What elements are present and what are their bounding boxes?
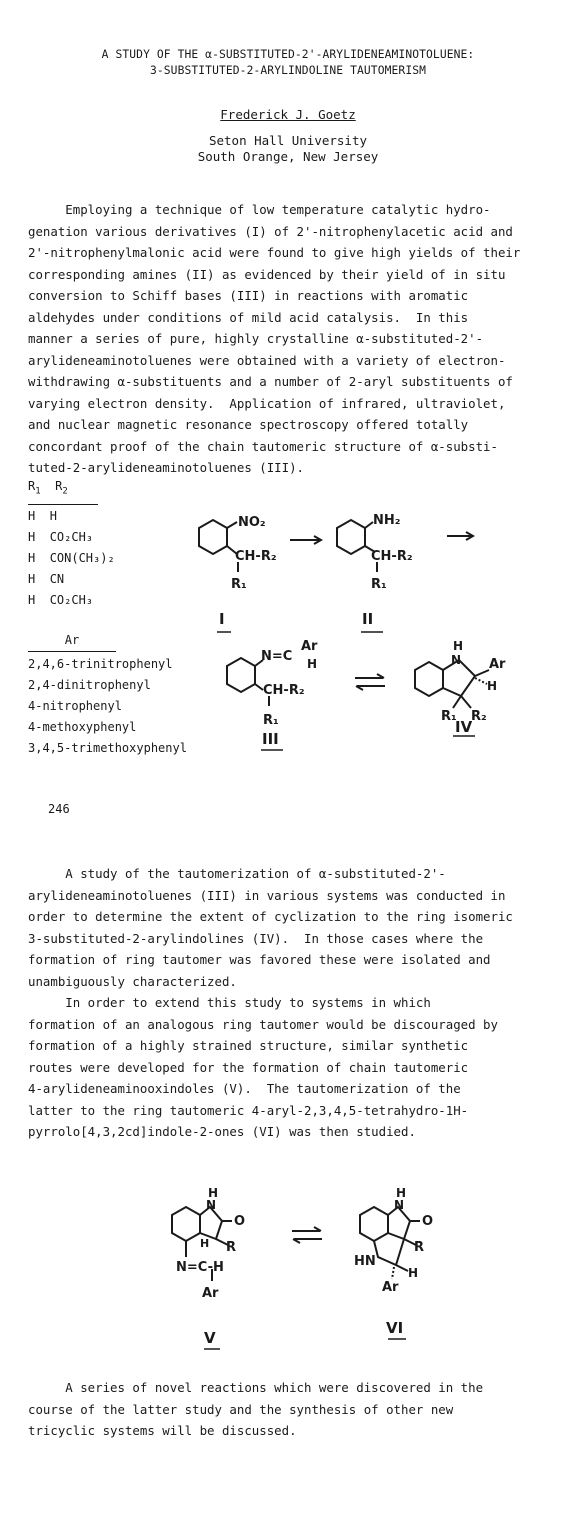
author-name: Frederick J. Goetz	[220, 107, 356, 122]
label-numeral-III: III	[262, 730, 279, 748]
label-h2-V: H	[200, 1237, 210, 1250]
label-h-III: H	[307, 657, 318, 671]
structure-IV-ring	[415, 662, 443, 696]
affiliation-line-1: Seton Hall University	[208, 133, 368, 148]
body-line: A study of the tautomerization of α-substituted-2'-	[28, 866, 446, 881]
abstract-line: Employing a technique of low temperature catalytic hydro-	[28, 202, 491, 217]
label-n-IV: N	[451, 653, 462, 667]
label-chr2-I: CH-R₂	[235, 549, 277, 564]
label-h-IV: H	[487, 679, 498, 693]
scheme-1	[175, 500, 570, 760]
label-numeral-VI: VI	[386, 1319, 404, 1337]
page-number: 246	[48, 802, 70, 816]
body-line: formation of an analogous ring tautomer would be discouraged by	[28, 1016, 498, 1032]
substituent-rows	[28, 506, 115, 611]
aryl-table	[28, 630, 187, 759]
body-line: pyrrolo[4,3,2cd]indole-2-ones (VI) was then studied.	[28, 1124, 416, 1139]
list-item: 4-nitrophenyl	[28, 699, 122, 713]
label-hn-VI: HN	[354, 1254, 376, 1269]
r1-cell: H	[28, 593, 36, 607]
label-o-V: O	[234, 1214, 246, 1229]
list-item: 2,4,6-trinitrophenyl	[28, 657, 173, 671]
label-r1-III: R₁	[263, 713, 279, 728]
table-row	[28, 548, 115, 569]
structure-I-ring	[199, 520, 227, 554]
label-o-VI: O	[422, 1214, 434, 1229]
abstract-line: varying electron density. Application of infrared, ultraviolet,	[28, 395, 506, 411]
abstract	[28, 199, 520, 479]
r2-cell: H	[49, 509, 57, 523]
list-item: 4-methoxyphenyl	[28, 720, 137, 734]
label-r1-II: R₁	[371, 577, 387, 592]
label-nh2: NH₂	[373, 513, 401, 528]
scheme-2	[160, 1185, 460, 1360]
label-r1-I: R₁	[231, 577, 247, 592]
body-line: order to determine the extent of cyclization to the ring isomeric	[28, 909, 513, 924]
label-numeral-V: V	[204, 1329, 216, 1347]
label-chr2-III: CH-R₂	[263, 683, 305, 698]
label-h-V: H	[208, 1186, 219, 1200]
structure-II-ring	[337, 520, 365, 554]
table-row	[28, 506, 115, 527]
r1-cell: H	[28, 551, 36, 565]
abstract-line: tuted-2-arylideneaminotoluenes (III).	[28, 460, 305, 475]
closing-line: course of the latter study and the synthesis of other new	[28, 1401, 454, 1417]
label-h-IV-nh: H	[453, 639, 464, 653]
abstract-line: withdrawing α-substituents and a number of 2-aryl substituents of	[28, 374, 513, 389]
label-r2-IV: R₂	[471, 709, 487, 724]
body-text	[28, 863, 513, 1143]
closing-line: A series of novel reactions which were discovered in the	[28, 1380, 484, 1395]
r1-cell: H	[28, 530, 36, 544]
label-ar-VI: Ar	[382, 1280, 399, 1295]
structure-V-ring	[172, 1207, 200, 1241]
body-line: arylideneaminotoluenes (III) in various systems was conducted in	[28, 887, 506, 903]
label-r-VI: R	[414, 1240, 425, 1255]
structure-III-ring	[227, 658, 255, 692]
header-r2-sub: 2	[62, 486, 68, 497]
label-nc: N=C	[261, 649, 293, 664]
label-ar-III: Ar	[301, 639, 318, 654]
r2-cell: CN	[49, 572, 65, 586]
table-row	[28, 590, 115, 611]
substituent-table	[28, 476, 108, 505]
title-line-2: 3-SUBSTITUTED-2-ARYLINDOLINE TAUTOMERISM	[149, 64, 427, 77]
closing-line: tricyclic systems will be discussed.	[28, 1423, 297, 1438]
header-r1-sub: 1	[35, 486, 41, 497]
table-row	[28, 569, 115, 590]
list-item: 2,4-dinitrophenyl	[28, 678, 151, 692]
list-item: 3,4,5-trimethoxyphenyl	[28, 741, 187, 755]
abstract-line: conversion to Schiff bases (III) in reactions with aromatic	[28, 288, 469, 303]
abstract-line: aldehydes under conditions of mild acid catalysis. In this	[28, 309, 469, 325]
label-numeral-I: I	[219, 610, 225, 628]
body-line: In order to extend this study to systems in which	[28, 995, 431, 1010]
closing-text	[28, 1377, 483, 1442]
r2-cell: CON(CH₃)₂	[49, 551, 115, 565]
r1-cell: H	[28, 509, 36, 523]
abstract-line: and nuclear magnetic resonance spectroscopy offered totally	[28, 417, 469, 432]
label-n-VI: N	[394, 1198, 405, 1212]
label-chr2-II: CH-R₂	[371, 549, 413, 564]
affiliation-line-2: South Orange, New Jersey	[197, 149, 379, 164]
label-h2-VI: H	[408, 1266, 419, 1280]
abstract-line: arylideneaminotoluenes were obtained with a variety of electron-	[28, 352, 506, 368]
header-r2: R	[55, 479, 63, 493]
abstract-line: manner a series of pure, highly crystalline α-substituted-2'-	[28, 331, 484, 346]
abstract-line: genation various derivatives (I) of 2'-nitrophenylacetic acid and	[28, 223, 513, 239]
r2-cell: CO₂CH₃	[49, 530, 94, 544]
body-line: 3-substituted-2-arylindolines (IV). In those cases where the	[28, 930, 484, 946]
label-n-V: N	[206, 1198, 217, 1212]
body-line: latter to the ring tautomeric 4-aryl-2,3,4,5-tetrahydro-1H-	[28, 1102, 469, 1118]
header-r1: R	[28, 479, 36, 493]
label-no2: NO₂	[238, 515, 266, 530]
label-ar-V: Ar	[202, 1286, 219, 1301]
body-line: formation of a highly strained structure, similar synthetic	[28, 1038, 469, 1053]
body-line: unambiguously characterized.	[28, 973, 237, 989]
r1-cell: H	[28, 572, 36, 586]
label-r1-IV: R₁	[441, 709, 457, 724]
label-numeral-IV: IV	[455, 718, 473, 736]
label-r-V: R	[226, 1240, 237, 1255]
label-ar-IV: Ar	[489, 657, 506, 672]
body-line: 4-arylideneaminooxindoles (V). The tautomerization of the	[28, 1081, 461, 1096]
abstract-line: concordant proof of the chain tautomeric structure of α-substi-	[28, 438, 498, 454]
table-row	[28, 527, 115, 548]
body-line: routes were developed for the formation of chain tautomeric	[28, 1059, 469, 1075]
title-line-1: A STUDY OF THE α-SUBSTITUTED-2'-ARYLIDENEAMINOTOLUENE:	[101, 48, 475, 61]
label-h-VI: H	[396, 1186, 407, 1200]
substituent-table-header	[28, 476, 98, 505]
author-wrap	[0, 107, 576, 122]
r2-cell: CO₂CH₃	[49, 593, 94, 607]
label-numeral-II: II	[362, 610, 374, 628]
label-nc-V: N=C-H	[176, 1260, 224, 1275]
abstract-line: 2'-nitrophenylmalonic acid were found to give high yields of their	[28, 245, 521, 260]
abstract-line: corresponding amines (II) as evidenced by their yield of in situ	[28, 266, 506, 282]
structure-VI-ring	[360, 1207, 388, 1241]
aryl-header: Ar	[28, 630, 116, 652]
body-line: formation of ring tautomer was favored these were isolated and	[28, 952, 491, 967]
